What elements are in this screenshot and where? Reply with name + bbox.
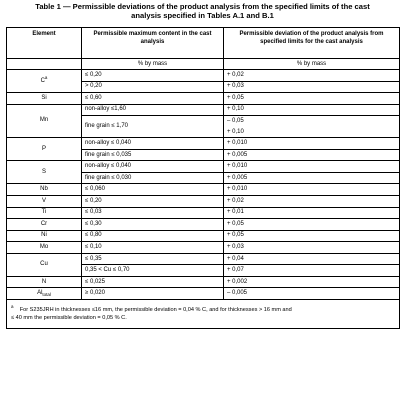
table-row [7,70,400,82]
footnote-row [7,299,400,328]
deviation-cell: + 0,10 [224,104,400,116]
footnote-marker: a [11,304,14,310]
content-cell: ≤ 0,60 [82,93,224,105]
deviation-cell: + 0,02 [224,70,400,82]
table-row [7,253,400,265]
content-cell: ≤ 0,80 [82,230,224,242]
content-cell: ≤ 0,35 [82,253,224,265]
content-cell: non-alloy ≤ 0,040 [82,161,224,173]
element-cell: Cr [7,219,82,231]
table-row [7,104,400,116]
table-row [7,184,400,196]
element-cell: Cu [7,253,82,276]
header-element: Element [7,28,82,59]
content-cell: fine grain ≤ 1,70 [82,116,224,138]
header-deviation: Permissible deviation of the product analysis from specified limits for the cast analysis [224,28,400,59]
content-cell: fine grain ≤ 0,030 [82,172,224,184]
unit-col2: % by mass [82,59,224,70]
deviation-cell: + 0,02 [224,196,400,208]
content-cell: ≤ 0,10 [82,242,224,254]
table-title [0,0,405,21]
header-row [7,28,400,59]
deviation-cell: + 0,05 [224,219,400,231]
content-cell: ≤ 0,025 [82,276,224,288]
element-cell: $C^a$ [7,70,82,93]
table-title-line2: analysis specified in Tables A.1 and B.1 [131,11,274,20]
footnote-line1: For S235JRH in thicknesses ≤16 mm, the permissible deviation = 0,04 % C, and for thicknesses > 16 mm and [19,306,292,313]
table-row [7,288,400,300]
element-cell: Si [7,93,82,105]
table-row [7,196,400,208]
element-cell: Ti [7,207,82,219]
content-cell: non-alloy ≤1,60 [82,104,224,116]
table-row [7,207,400,219]
deviation-table [6,27,400,329]
deviation-cell: + 0,01 [224,207,400,219]
deviation-cell: + 0,04 [224,253,400,265]
element-cell: Ni [7,230,82,242]
content-cell: > 0,20 [82,81,224,93]
element-cell: Nb [7,184,82,196]
element-cell: $Al_{total}$ [7,288,82,300]
unit-row [7,59,400,70]
footnote-line2: ≤ 40 mm the permissible deviation = 0,05 % C. [11,314,127,321]
table-row [7,242,400,254]
element-cell: Mn [7,104,82,138]
unit-col3: % by mass [224,59,400,70]
deviation-cell: + 0,010 [224,138,400,150]
content-cell: non-alloy ≤ 0,040 [82,138,224,150]
deviation-cell: + 0,010 [224,184,400,196]
deviation-cell: + 0,005 [224,149,400,161]
deviation-cell: + 0,002 [224,276,400,288]
table-row [7,230,400,242]
element-cell: V [7,196,82,208]
content-cell: ≥ 0,020 [82,288,224,300]
deviation-cell: + 0,03 [224,242,400,254]
deviation-cell: + 0,05 [224,230,400,242]
element-cell: Mo [7,242,82,254]
unit-col1 [7,59,82,70]
table-row [7,161,400,173]
table-title-line1: Table 1 — Permissible deviations of the product analysis from the specified limits of the cast [35,2,370,11]
content-cell: ≤ 0,03 [82,207,224,219]
content-cell: fine grain ≤ 0,035 [82,149,224,161]
deviation-cell: – 0,005 [224,288,400,300]
deviation-cell: + 0,010 [224,161,400,173]
content-cell: ≤ 0,060 [82,184,224,196]
deviation-cell: + 0,07 [224,265,400,277]
deviation-cell: + 0,05 [224,93,400,105]
element-cell: S [7,161,82,184]
deviation-cell: + 0,005 [224,172,400,184]
header-max-content: Permissible maximum content in the cast analysis [82,28,224,59]
table-row [7,219,400,231]
table-row [7,138,400,150]
deviation-cell: + 0,10 [224,127,400,138]
content-cell: ≤ 0,30 [82,219,224,231]
content-cell: 0,35 < Cu ≤ 0,70 [82,265,224,277]
element-cell: P [7,138,82,161]
element-cell: N [7,276,82,288]
deviation-cell: + 0,03 [224,81,400,93]
content-cell: ≤ 0,20 [82,70,224,82]
table-row [7,93,400,105]
footnote [7,299,400,328]
content-cell: ≤ 0,20 [82,196,224,208]
table-row [7,276,400,288]
deviation-cell: – 0,05 [224,116,400,127]
